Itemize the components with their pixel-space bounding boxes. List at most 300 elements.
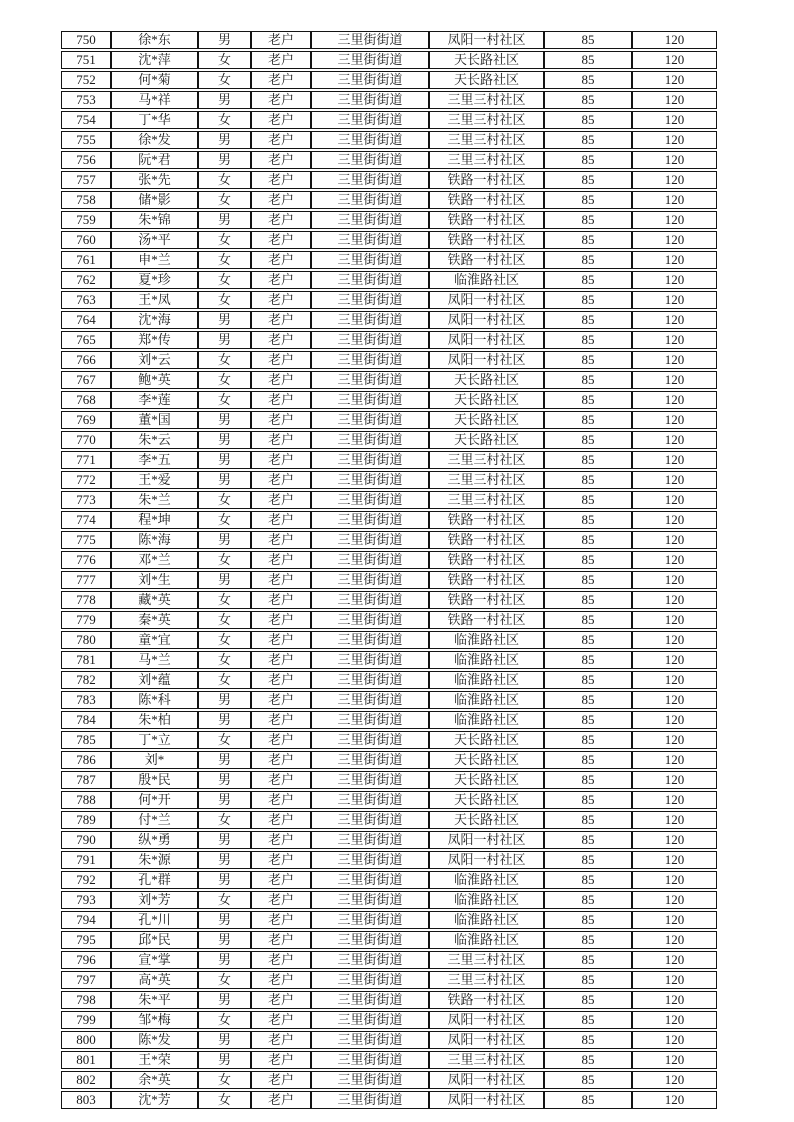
cell-name: 朱*平 (111, 991, 198, 1009)
cell-name: 邱*民 (111, 931, 198, 949)
cell-name: 董*国 (111, 411, 198, 429)
cell-amount-b: 120 (632, 951, 717, 969)
cell-household-type: 老户 (251, 291, 311, 309)
cell-community: 铁路一村社区 (429, 511, 544, 529)
cell-name: 沈*萍 (111, 51, 198, 69)
cell-household-type: 老户 (251, 1011, 311, 1029)
cell-name: 夏*珍 (111, 271, 198, 289)
cell-street: 三里街街道 (311, 831, 429, 849)
cell-gender: 男 (198, 711, 251, 729)
cell-amount-b: 120 (632, 991, 717, 1009)
table-row (61, 471, 717, 489)
cell-name: 丁*华 (111, 111, 198, 129)
table-row (61, 151, 717, 169)
cell-gender: 男 (198, 571, 251, 589)
cell-name: 马*祥 (111, 91, 198, 109)
cell-amount-b: 120 (632, 511, 717, 529)
table-row (61, 771, 717, 789)
cell-amount-b: 120 (632, 151, 717, 169)
cell-amount-a: 85 (544, 771, 632, 789)
cell-household-type: 老户 (251, 551, 311, 569)
cell-amount-b: 120 (632, 351, 717, 369)
cell-amount-a: 85 (544, 271, 632, 289)
cell-amount-b: 120 (632, 831, 717, 849)
table-row (61, 671, 717, 689)
cell-index: 751 (61, 51, 111, 69)
table-row (61, 111, 717, 129)
cell-community: 凤阳一村社区 (429, 1091, 544, 1109)
cell-street: 三里街街道 (311, 251, 429, 269)
cell-index: 782 (61, 671, 111, 689)
cell-gender: 女 (198, 251, 251, 269)
cell-gender: 女 (198, 351, 251, 369)
cell-name: 丁*立 (111, 731, 198, 749)
cell-name: 王*凤 (111, 291, 198, 309)
cell-name: 刘* (111, 751, 198, 769)
cell-amount-b: 120 (632, 111, 717, 129)
cell-household-type: 老户 (251, 71, 311, 89)
cell-amount-b: 120 (632, 891, 717, 909)
cell-index: 799 (61, 1011, 111, 1029)
cell-amount-b: 120 (632, 651, 717, 669)
table-row (61, 951, 717, 969)
cell-name: 鲍*英 (111, 371, 198, 389)
cell-street: 三里街街道 (311, 651, 429, 669)
cell-household-type: 老户 (251, 731, 311, 749)
cell-household-type: 老户 (251, 991, 311, 1009)
cell-household-type: 老户 (251, 31, 311, 49)
cell-street: 三里街街道 (311, 991, 429, 1009)
cell-name: 邹*梅 (111, 1011, 198, 1029)
cell-name: 徐*发 (111, 131, 198, 149)
cell-gender: 女 (198, 51, 251, 69)
cell-name: 藏*英 (111, 591, 198, 609)
cell-street: 三里街街道 (311, 191, 429, 209)
cell-name: 朱*锦 (111, 211, 198, 229)
cell-index: 783 (61, 691, 111, 709)
cell-community: 凤阳一村社区 (429, 331, 544, 349)
cell-amount-a: 85 (544, 911, 632, 929)
cell-amount-b: 120 (632, 1031, 717, 1049)
table-row (61, 331, 717, 349)
cell-amount-a: 85 (544, 191, 632, 209)
cell-index: 796 (61, 951, 111, 969)
cell-street: 三里街街道 (311, 171, 429, 189)
cell-name: 李*莲 (111, 391, 198, 409)
cell-index: 760 (61, 231, 111, 249)
cell-amount-b: 120 (632, 1071, 717, 1089)
cell-amount-a: 85 (544, 291, 632, 309)
cell-community: 临淮路社区 (429, 691, 544, 709)
cell-amount-b: 120 (632, 471, 717, 489)
cell-household-type: 老户 (251, 451, 311, 469)
cell-street: 三里街街道 (311, 751, 429, 769)
cell-amount-b: 120 (632, 691, 717, 709)
cell-amount-b: 120 (632, 311, 717, 329)
cell-name: 沈*芳 (111, 1091, 198, 1109)
cell-amount-a: 85 (544, 431, 632, 449)
cell-gender: 女 (198, 1011, 251, 1029)
cell-name: 马*兰 (111, 651, 198, 669)
cell-name: 秦*英 (111, 611, 198, 629)
table-row (61, 711, 717, 729)
cell-gender: 男 (198, 31, 251, 49)
cell-amount-b: 120 (632, 51, 717, 69)
cell-gender: 女 (198, 891, 251, 909)
cell-amount-b: 120 (632, 431, 717, 449)
cell-amount-a: 85 (544, 491, 632, 509)
table-row (61, 591, 717, 609)
cell-community: 铁路一村社区 (429, 251, 544, 269)
cell-amount-b: 120 (632, 451, 717, 469)
cell-amount-b: 120 (632, 491, 717, 509)
table-row (61, 451, 717, 469)
cell-household-type: 老户 (251, 751, 311, 769)
cell-household-type: 老户 (251, 491, 311, 509)
cell-amount-a: 85 (544, 391, 632, 409)
cell-community: 铁路一村社区 (429, 591, 544, 609)
cell-amount-a: 85 (544, 411, 632, 429)
cell-index: 788 (61, 791, 111, 809)
cell-amount-b: 120 (632, 371, 717, 389)
cell-amount-a: 85 (544, 551, 632, 569)
cell-household-type: 老户 (251, 771, 311, 789)
table-row (61, 611, 717, 629)
cell-name: 孔*川 (111, 911, 198, 929)
cell-community: 天长路社区 (429, 731, 544, 749)
table-row (61, 391, 717, 409)
cell-amount-a: 85 (544, 351, 632, 369)
cell-gender: 男 (198, 91, 251, 109)
cell-community: 凤阳一村社区 (429, 291, 544, 309)
cell-amount-a: 85 (544, 811, 632, 829)
cell-street: 三里街街道 (311, 311, 429, 329)
table-row (61, 571, 717, 589)
cell-amount-b: 120 (632, 231, 717, 249)
table-row (61, 1071, 717, 1089)
cell-street: 三里街街道 (311, 1091, 429, 1109)
cell-index: 766 (61, 351, 111, 369)
cell-amount-a: 85 (544, 111, 632, 129)
cell-amount-a: 85 (544, 251, 632, 269)
cell-community: 天长路社区 (429, 371, 544, 389)
cell-amount-b: 120 (632, 131, 717, 149)
cell-community: 铁路一村社区 (429, 611, 544, 629)
cell-community: 凤阳一村社区 (429, 831, 544, 849)
cell-amount-b: 120 (632, 731, 717, 749)
table-row (61, 311, 717, 329)
cell-community: 铁路一村社区 (429, 531, 544, 549)
cell-community: 临淮路社区 (429, 671, 544, 689)
cell-household-type: 老户 (251, 831, 311, 849)
cell-index: 794 (61, 911, 111, 929)
cell-street: 三里街街道 (311, 291, 429, 309)
cell-amount-a: 85 (544, 951, 632, 969)
cell-amount-a: 85 (544, 91, 632, 109)
cell-household-type: 老户 (251, 1031, 311, 1049)
cell-name: 陈*科 (111, 691, 198, 709)
cell-index: 761 (61, 251, 111, 269)
cell-gender: 女 (198, 191, 251, 209)
cell-household-type: 老户 (251, 91, 311, 109)
cell-street: 三里街街道 (311, 671, 429, 689)
cell-household-type: 老户 (251, 851, 311, 869)
cell-index: 753 (61, 91, 111, 109)
cell-street: 三里街街道 (311, 771, 429, 789)
cell-name: 沈*海 (111, 311, 198, 329)
cell-amount-a: 85 (544, 1091, 632, 1109)
cell-name: 陈*发 (111, 1031, 198, 1049)
cell-gender: 女 (198, 1091, 251, 1109)
cell-gender: 女 (198, 811, 251, 829)
cell-amount-b: 120 (632, 1091, 717, 1109)
cell-name: 何*开 (111, 791, 198, 809)
cell-index: 777 (61, 571, 111, 589)
cell-name: 储*影 (111, 191, 198, 209)
cell-name: 邓*兰 (111, 551, 198, 569)
cell-gender: 女 (198, 371, 251, 389)
table-row (61, 811, 717, 829)
cell-street: 三里街街道 (311, 971, 429, 989)
cell-street: 三里街街道 (311, 451, 429, 469)
cell-household-type: 老户 (251, 111, 311, 129)
cell-community: 天长路社区 (429, 391, 544, 409)
table-row (61, 351, 717, 369)
cell-amount-a: 85 (544, 711, 632, 729)
cell-community: 临淮路社区 (429, 911, 544, 929)
cell-amount-a: 85 (544, 791, 632, 809)
cell-index: 800 (61, 1031, 111, 1049)
table-row (61, 631, 717, 649)
cell-amount-a: 85 (544, 51, 632, 69)
cell-index: 793 (61, 891, 111, 909)
cell-community: 铁路一村社区 (429, 571, 544, 589)
cell-household-type: 老户 (251, 611, 311, 629)
cell-index: 754 (61, 111, 111, 129)
resident-roster-table (61, 29, 717, 1111)
table-row (61, 1031, 717, 1049)
cell-amount-b: 120 (632, 571, 717, 589)
cell-name: 郑*传 (111, 331, 198, 349)
cell-household-type: 老户 (251, 431, 311, 449)
table-row (61, 271, 717, 289)
cell-household-type: 老户 (251, 571, 311, 589)
table-row (61, 751, 717, 769)
table-row (61, 211, 717, 229)
cell-street: 三里街街道 (311, 791, 429, 809)
cell-community: 天长路社区 (429, 751, 544, 769)
cell-street: 三里街街道 (311, 51, 429, 69)
cell-index: 774 (61, 511, 111, 529)
cell-community: 铁路一村社区 (429, 191, 544, 209)
cell-name: 刘*生 (111, 571, 198, 589)
cell-community: 凤阳一村社区 (429, 851, 544, 869)
cell-community: 三里三村社区 (429, 451, 544, 469)
cell-amount-b: 120 (632, 31, 717, 49)
cell-index: 797 (61, 971, 111, 989)
cell-name: 刘*云 (111, 351, 198, 369)
cell-amount-a: 85 (544, 531, 632, 549)
cell-index: 780 (61, 631, 111, 649)
cell-gender: 男 (198, 771, 251, 789)
cell-gender: 女 (198, 171, 251, 189)
cell-name: 李*五 (111, 451, 198, 469)
cell-index: 769 (61, 411, 111, 429)
cell-gender: 女 (198, 731, 251, 749)
cell-street: 三里街街道 (311, 1031, 429, 1049)
cell-gender: 男 (198, 151, 251, 169)
cell-household-type: 老户 (251, 671, 311, 689)
cell-amount-a: 85 (544, 891, 632, 909)
cell-gender: 男 (198, 831, 251, 849)
cell-household-type: 老户 (251, 511, 311, 529)
cell-household-type: 老户 (251, 1051, 311, 1069)
cell-household-type: 老户 (251, 531, 311, 549)
cell-name: 纵*勇 (111, 831, 198, 849)
cell-household-type: 老户 (251, 691, 311, 709)
cell-household-type: 老户 (251, 951, 311, 969)
cell-name: 付*兰 (111, 811, 198, 829)
cell-street: 三里街街道 (311, 1011, 429, 1029)
cell-street: 三里街街道 (311, 851, 429, 869)
cell-amount-b: 120 (632, 811, 717, 829)
cell-gender: 男 (198, 1051, 251, 1069)
cell-amount-b: 120 (632, 1051, 717, 1069)
cell-street: 三里街街道 (311, 511, 429, 529)
cell-gender: 女 (198, 611, 251, 629)
cell-index: 779 (61, 611, 111, 629)
cell-amount-a: 85 (544, 211, 632, 229)
cell-index: 795 (61, 931, 111, 949)
cell-index: 792 (61, 871, 111, 889)
cell-name: 童*宜 (111, 631, 198, 649)
table-row (61, 1091, 717, 1109)
cell-household-type: 老户 (251, 151, 311, 169)
cell-index: 764 (61, 311, 111, 329)
cell-household-type: 老户 (251, 471, 311, 489)
table-row (61, 531, 717, 549)
cell-amount-a: 85 (544, 71, 632, 89)
cell-amount-b: 120 (632, 551, 717, 569)
cell-community: 天长路社区 (429, 51, 544, 69)
cell-name: 申*兰 (111, 251, 198, 269)
cell-gender: 女 (198, 391, 251, 409)
cell-community: 临淮路社区 (429, 931, 544, 949)
cell-household-type: 老户 (251, 891, 311, 909)
cell-amount-b: 120 (632, 251, 717, 269)
cell-index: 752 (61, 71, 111, 89)
cell-gender: 女 (198, 971, 251, 989)
cell-household-type: 老户 (251, 411, 311, 429)
cell-street: 三里街街道 (311, 951, 429, 969)
cell-gender: 男 (198, 211, 251, 229)
cell-index: 765 (61, 331, 111, 349)
cell-index: 787 (61, 771, 111, 789)
cell-street: 三里街街道 (311, 731, 429, 749)
table-row (61, 131, 717, 149)
cell-amount-b: 120 (632, 171, 717, 189)
cell-name: 朱*源 (111, 851, 198, 869)
cell-gender: 女 (198, 491, 251, 509)
table-row (61, 991, 717, 1009)
cell-community: 凤阳一村社区 (429, 31, 544, 49)
cell-amount-b: 120 (632, 771, 717, 789)
cell-gender: 男 (198, 691, 251, 709)
cell-amount-a: 85 (544, 1031, 632, 1049)
cell-household-type: 老户 (251, 1091, 311, 1109)
cell-amount-a: 85 (544, 31, 632, 49)
cell-gender: 男 (198, 131, 251, 149)
table-row (61, 371, 717, 389)
table-row (61, 1011, 717, 1029)
cell-street: 三里街街道 (311, 411, 429, 429)
cell-amount-a: 85 (544, 831, 632, 849)
cell-name: 徐*东 (111, 31, 198, 49)
cell-community: 临淮路社区 (429, 891, 544, 909)
cell-gender: 女 (198, 1071, 251, 1089)
cell-index: 781 (61, 651, 111, 669)
cell-index: 778 (61, 591, 111, 609)
cell-street: 三里街街道 (311, 571, 429, 589)
cell-household-type: 老户 (251, 171, 311, 189)
table-row (61, 911, 717, 929)
table-row (61, 731, 717, 749)
cell-street: 三里街街道 (311, 331, 429, 349)
cell-household-type: 老户 (251, 811, 311, 829)
cell-gender: 男 (198, 791, 251, 809)
cell-household-type: 老户 (251, 371, 311, 389)
cell-gender: 男 (198, 871, 251, 889)
cell-gender: 男 (198, 331, 251, 349)
table-row (61, 231, 717, 249)
cell-name: 高*英 (111, 971, 198, 989)
cell-amount-b: 120 (632, 931, 717, 949)
cell-name: 程*坤 (111, 511, 198, 529)
cell-household-type: 老户 (251, 331, 311, 349)
cell-amount-b: 120 (632, 611, 717, 629)
cell-street: 三里街街道 (311, 871, 429, 889)
cell-street: 三里街街道 (311, 71, 429, 89)
cell-community: 临淮路社区 (429, 871, 544, 889)
cell-street: 三里街街道 (311, 231, 429, 249)
cell-community: 天长路社区 (429, 771, 544, 789)
cell-amount-b: 120 (632, 1011, 717, 1029)
table-row (61, 71, 717, 89)
cell-index: 750 (61, 31, 111, 49)
cell-household-type: 老户 (251, 911, 311, 929)
cell-household-type: 老户 (251, 791, 311, 809)
table-row (61, 191, 717, 209)
table-row (61, 171, 717, 189)
cell-amount-a: 85 (544, 611, 632, 629)
cell-household-type: 老户 (251, 631, 311, 649)
table-row (61, 251, 717, 269)
table-row (61, 651, 717, 669)
cell-amount-b: 120 (632, 291, 717, 309)
cell-community: 凤阳一村社区 (429, 1071, 544, 1089)
cell-index: 772 (61, 471, 111, 489)
table-row (61, 551, 717, 569)
cell-amount-a: 85 (544, 1051, 632, 1069)
resident-table-body (61, 31, 717, 1109)
table-row (61, 691, 717, 709)
cell-amount-b: 120 (632, 531, 717, 549)
cell-community: 天长路社区 (429, 791, 544, 809)
cell-amount-b: 120 (632, 271, 717, 289)
cell-street: 三里街街道 (311, 931, 429, 949)
cell-amount-a: 85 (544, 991, 632, 1009)
cell-street: 三里街街道 (311, 111, 429, 129)
